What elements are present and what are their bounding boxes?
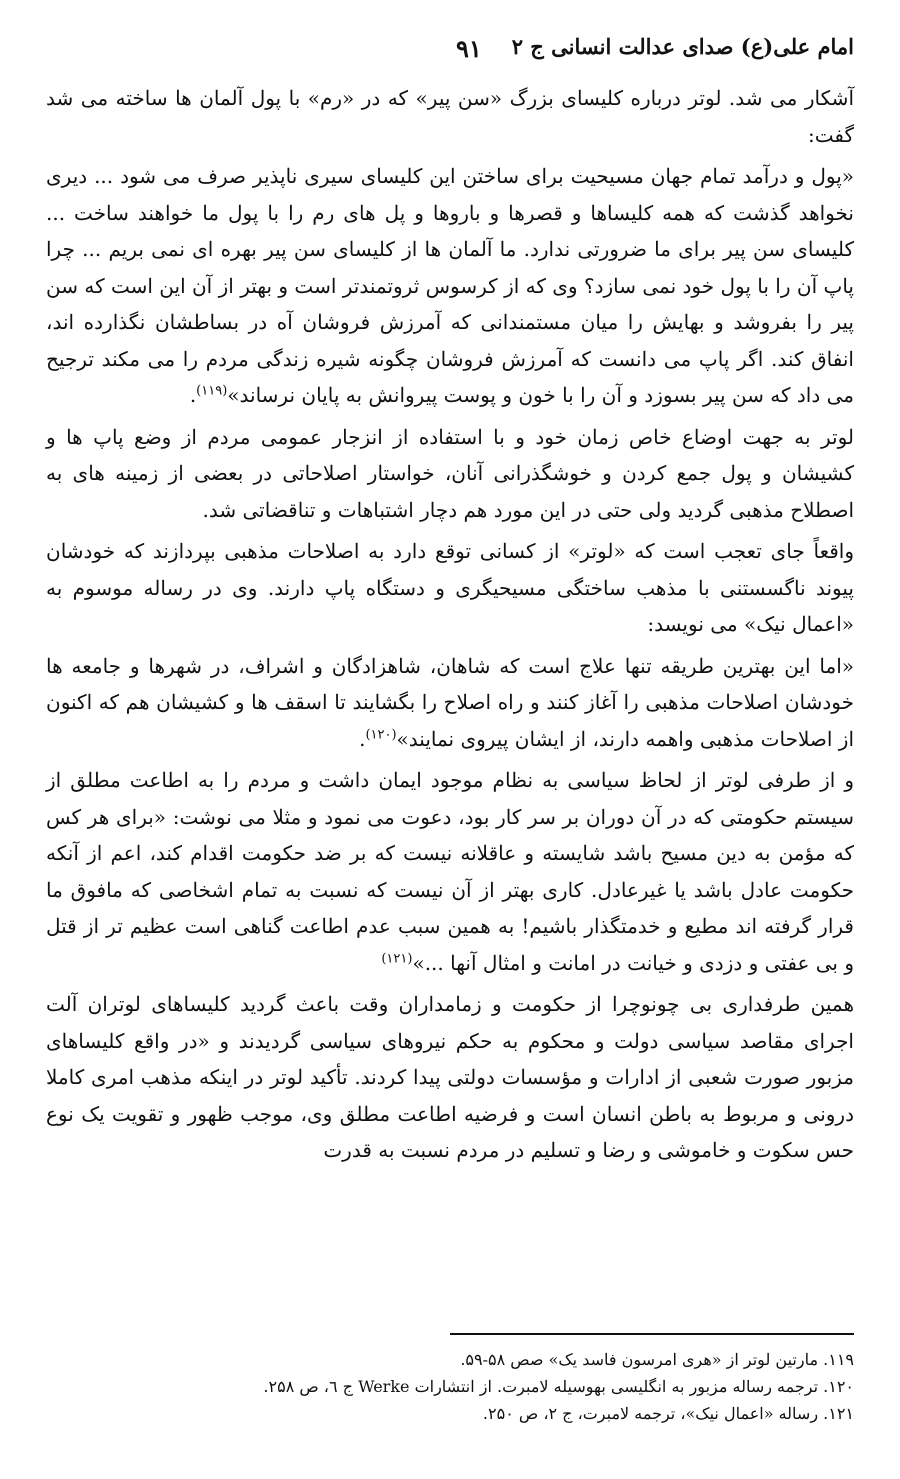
- footnotes: [46, 1346, 854, 1427]
- book-title: امام علی(ع) صدای عدالت انسانی ج ۲: [511, 34, 854, 59]
- footnote-120: ۱۲۰. ترجمه رساله مزبور به انگلیسی بهوسیله لامبرت. از انتشارات Werke ج ٦، ص ۲۵۸.: [263, 1377, 854, 1396]
- paragraph-4: [46, 533, 854, 643]
- footnote-119: ۱۱۹. مارتین لوتر از «هری امرسون فاسد یک» صص ۵۸-۵۹.: [460, 1350, 854, 1369]
- footnote-divider: [450, 1333, 854, 1335]
- paragraph-6: [46, 762, 854, 981]
- page-header: [46, 34, 854, 68]
- paragraph-text: لوتر به جهت اوضاع خاص زمان خود و با استفاده از انزجار عمومی مردم از وضع پاپ ها و کشیشان و پول جمع کردن و خوشگذرانی آنان، خواستار اصلاحاتی در بعضی از زمینه های به اصطلاح مذهبی گردید ولی حتی در این مورد هم دچار اشتباهات و تناقضاتی شد.: [46, 424, 854, 522]
- paragraph-2: [46, 158, 854, 414]
- paragraph-1: [46, 80, 854, 153]
- footnote-reference: (۱۲۱): [381, 950, 413, 966]
- page-number: ۹۱: [456, 34, 482, 63]
- paragraph-text: «پول و درآمد تمام جهان مسیحیت برای ساختن این کلیسای سیری ناپذیر صرف می شود ... دیری نخواهد گذشت که همه کلیساها و قصرها و باروها و پل های رم را با پول ما خواهند ساخت ... کلیسای سن پیر برای ما ضرورتی ندارد. ما آلمان ها از کلیسای سن پیر بهره ای نمی بریم ... چرا پاپ آن را با پول خود نمی سازد؟ وی که از کرسوس ثروتمندتر است و بهتر از آن این است که سن پیر را بفروشد و بهایش را میان مستمندانی که آمرزش فروشان آه در بساطشان نگذارده اند، انفاق کند. اگر پاپ می دانست که آمرزش فروشان چگونه شیره زندگی مردم را می مکند ترجیح می داد که سن پیر بسوزد و آن را با خون و پوست پیروانش به پایان نرساند»: [46, 164, 854, 407]
- paragraph-7: [46, 986, 854, 1169]
- paragraph-text: آشکار می شد. لوتر درباره کلیسای بزرگ «سن پیر» که در «رم» با پول آلمان ها ساخته می شد گفت:: [46, 86, 854, 147]
- body-text: [46, 80, 854, 1174]
- paragraph-3: [46, 419, 854, 529]
- paragraph-5: [46, 648, 854, 758]
- paragraph-text: «اما این بهترین طریقه تنها علاج است که شاهان، شاهزادگان و اشراف، در شهرها و جامعه ها خودشان اصلاحات مذهبی را آغاز کنند و راه اصلاح را بگشایند تا اسقف ها و کشیشان هم که اکنون از اصلاحات مذهبی واهمه دارند، از ایشان پیروی نمایند»: [46, 653, 855, 751]
- paragraph-text: و از طرفی لوتر از لحاظ سیاسی به نظام موجود ایمان داشت و مردم را به اطاعت مطلق از سیستم حکومتی که در آن دوران بر سر کار بود، دعوت می نمود و مثلا می نوشت: «برای هر کس که مؤمن به دین مسیح باشد شایسته و عاقلانه نیست که بر ضد حکومت اقدام کند، اعم از آنکه حکومت عادل باشد یا غیرعادل. کاری بهتر از آن نیست که نسبت به تمام اشخاصی که مافوق ما قرار گرفته اند مطیع و خدمتگذار باشیم! به همین سبب عدم اطاعت گناهی است عظیم تر از قتل و بی عفتی و دزدی و خیانت در امانت و امثال آنها ...»: [46, 768, 854, 975]
- paragraph-tail: .: [359, 726, 366, 751]
- footnote-reference: (۱۲۰): [365, 726, 397, 742]
- paragraph-text: واقعاً جای تعجب است که «لوتر» از کسانی توقع دارد به اصلاحات مذهبی بپردازند که خودشان پیوند ناگسستنی با مذهب ساختگی مسیحیگری و دستگاه پاپ دارند. وی در رساله موسوم به «اعمال نیک» می نویسد:: [46, 539, 854, 636]
- paragraph-text: همین طرفداری بی چونوچرا از حکومت و زمامداران وقت باعث گردید کلیساهای لوتران آلت اجرای مقاصد سیاسی دولت و محکوم به حکم نیروهای سیاسی گردیدند و «در واقع کلیساهای مزبور صورت شعبی از ادارات و مؤسسات دولتی پیدا کردند. تأکید لوتر در اینکه مذهب امری کاملا درونی و مربوط به باطن انسان است و فرضیه اطاعت مطلق وی، موجب ظهور و تقویت یک نوع حس سکوت و خاموشی و رضا و تسلیم در مردم نسبت به قدرت: [46, 992, 854, 1162]
- footnote-reference: (۱۱۹): [196, 383, 228, 399]
- footnote-121: ۱۲۱. رساله «اعمال نیک»، ترجمه لامبرت، ج ۲، ص ۲۵۰.: [482, 1404, 854, 1423]
- paragraph-tail: .: [189, 383, 197, 407]
